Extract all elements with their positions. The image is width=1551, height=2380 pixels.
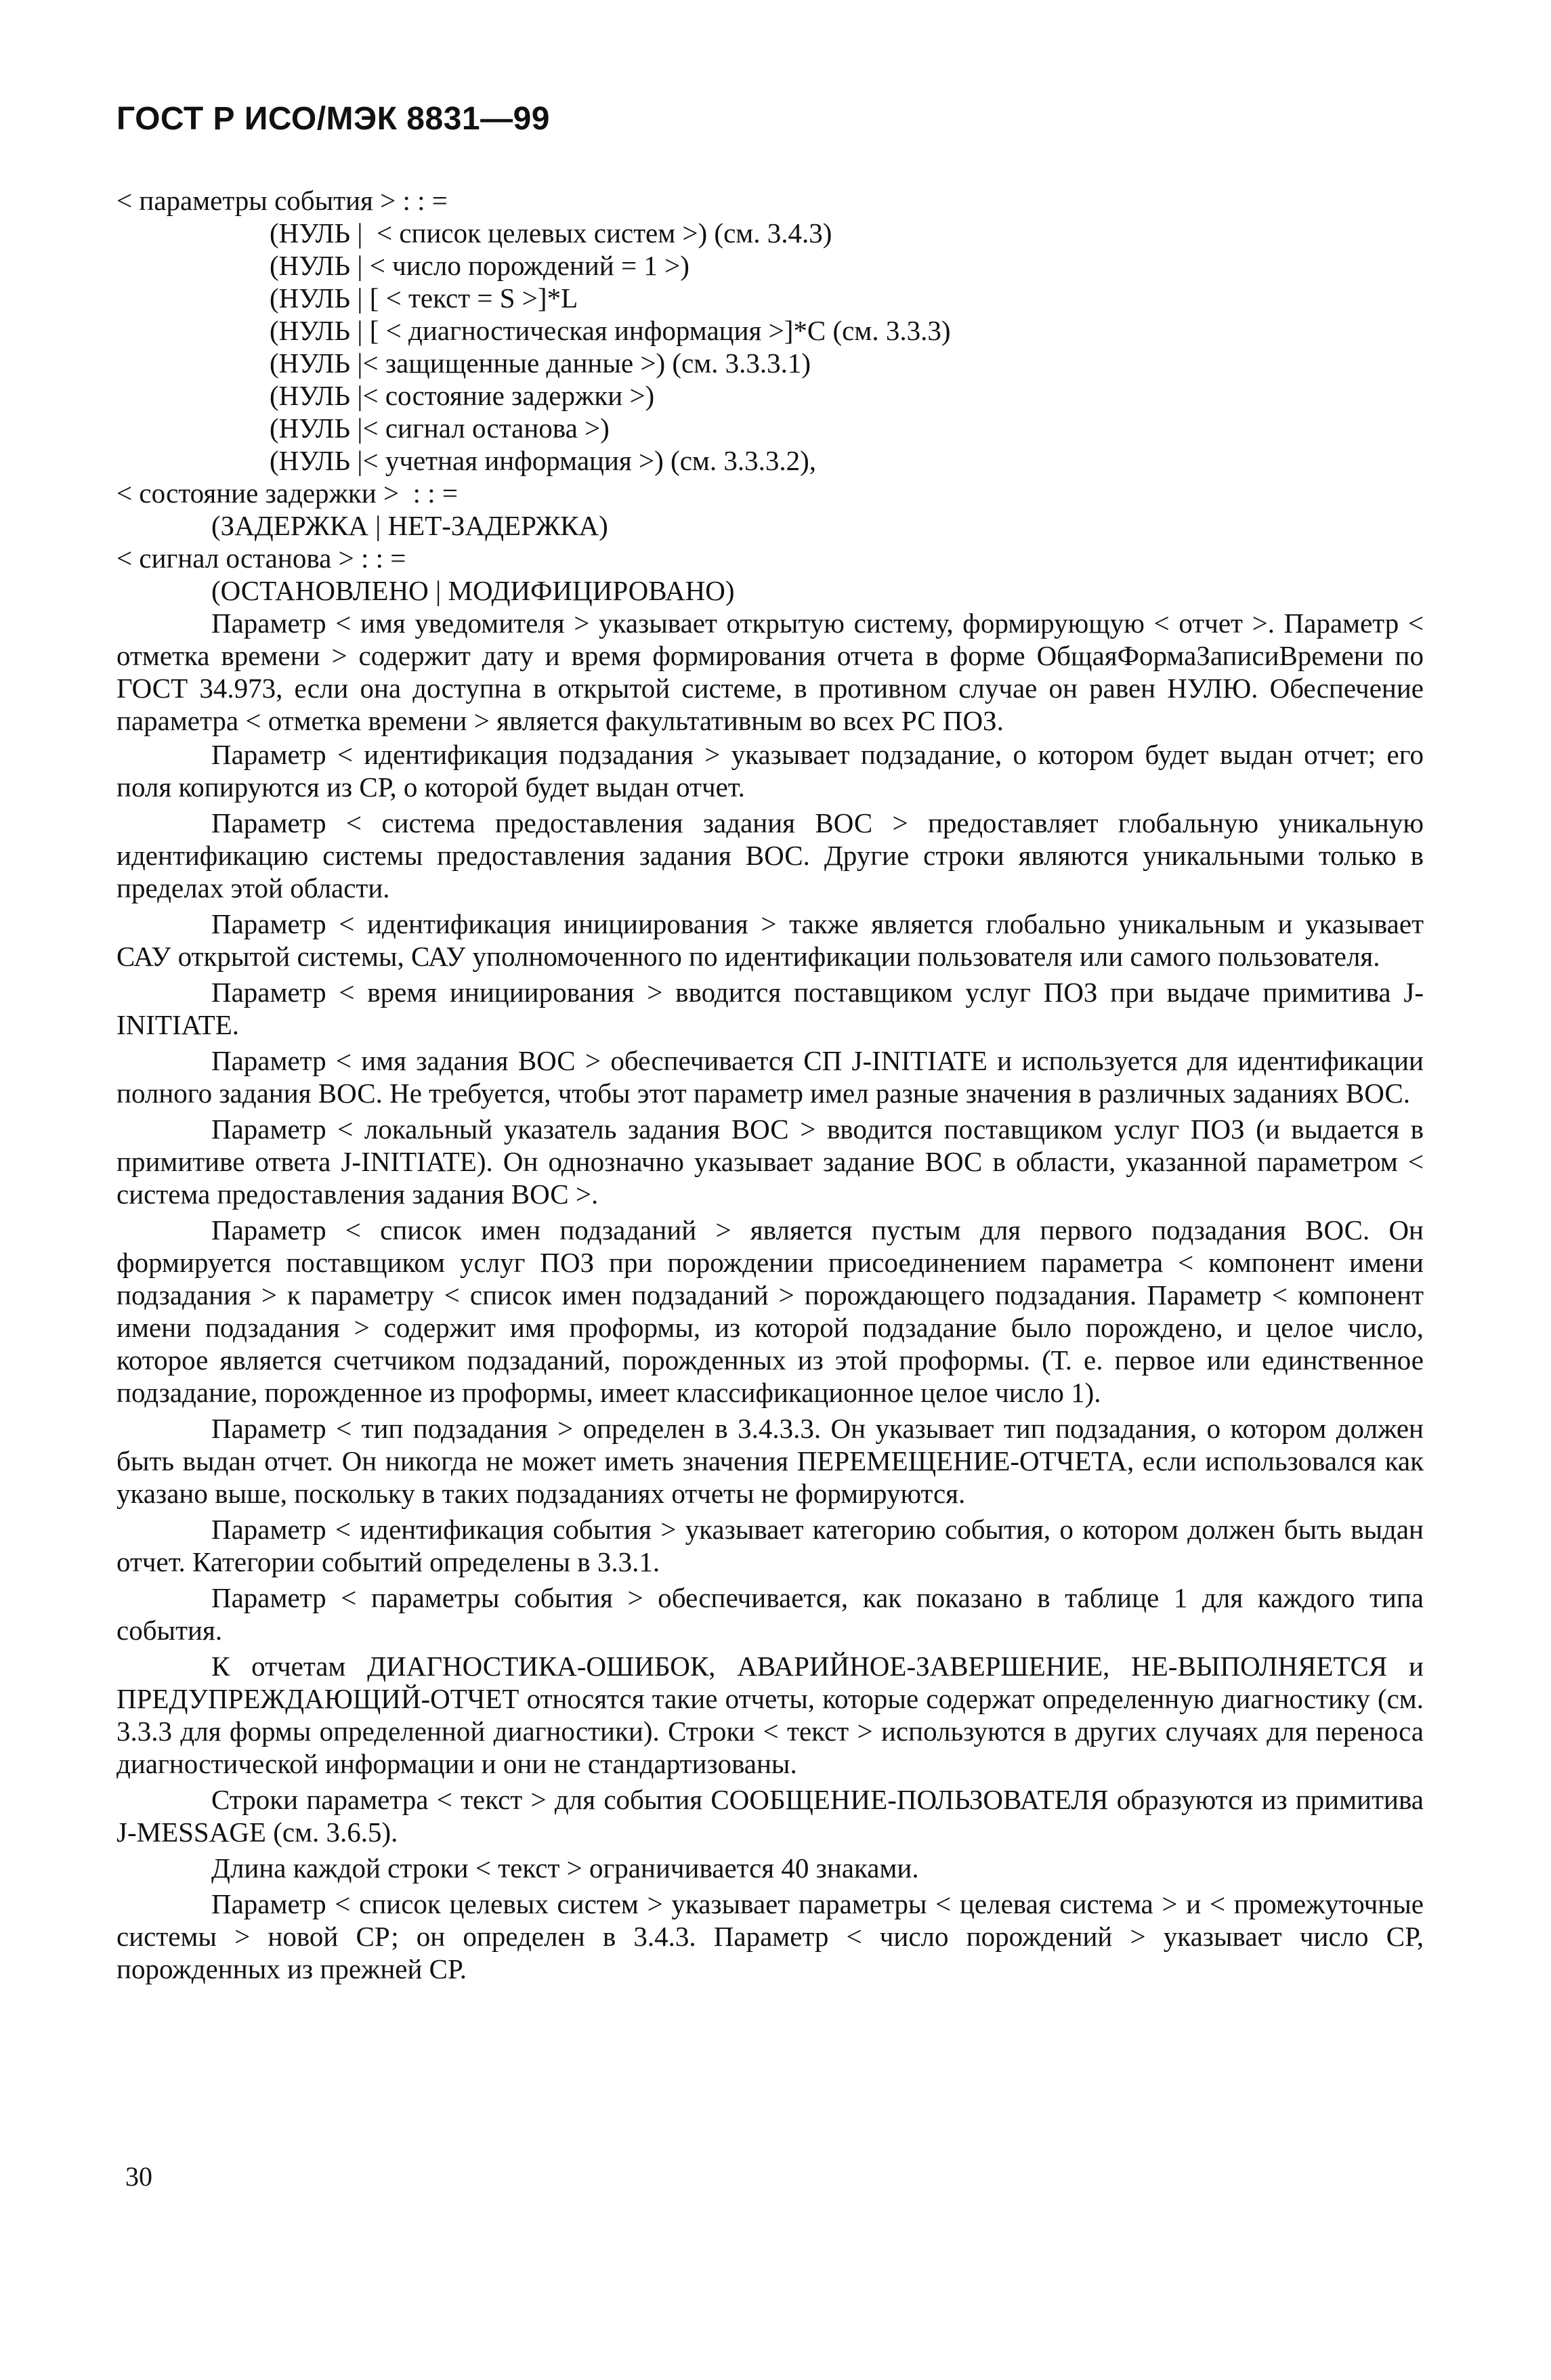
page-number: 30 (125, 2161, 152, 2192)
paragraph: Параметр < идентификация подзадания > указывает подзадание, о котором будет выдан отчет; его поля копируются из СР, о которой будет выдан отчет. (116, 739, 1424, 803)
page-body (116, 184, 1424, 1989)
grammar-line: (НУЛЬ | [ < диагностическая информация >]*С (см. 3.3.3) (270, 315, 951, 346)
paragraph: Параметр < идентификация инициирования > также является глобально уникальным и указывает САУ открытой системы, САУ уполномоченного по идентификации пользователя или самого пользователя. (116, 908, 1424, 972)
grammar-line: (НУЛЬ | < список целевых систем >) (см. 3.4.3) (270, 217, 832, 249)
grammar-line: < сигнал останова > : : = (116, 543, 406, 574)
paragraph: Параметр < параметры события > обеспечивается, как показано в таблице 1 для каждого типа события. (116, 1582, 1424, 1646)
grammar-line: (НУЛЬ |< состояние задержки >) (270, 380, 655, 411)
grammar-line: < параметры события > : : = (116, 185, 448, 216)
paragraph: Длина каждой строки < текст > ограничивается 40 знаками. (211, 1852, 919, 1884)
paragraph: Параметр < список целевых систем > указывает параметры < целевая система > и < промежуточные системы > новой СР; он определен в 3.4.3. Параметр < число порождений > указывает число СР, порожденных из прежней СР. (116, 1888, 1424, 1984)
paragraph: Параметр < идентификация события > указывает категорию события, о котором должен быть выдан отчет. Категории событий определены в 3.3.1. (116, 1514, 1424, 1577)
document-header: ГОСТ Р ИСО/МЭК 8831—99 (116, 101, 550, 137)
paragraph: К отчетам ДИАГНОСТИКА-ОШИБОК, АВАРИЙНОЕ-ЗАВЕРШЕНИЕ, НЕ-ВЫПОЛНЯЕТСЯ и ПРЕДУПРЕЖДАЮЩИЙ-ОТЧЕТ относятся такие отчеты, которые содержат определенную диагностику (см. 3.3.3 для формы определенной диагностики). Строки < текст > используются в других случаях для переноса диагностической информации и они не стандартизованы. (116, 1651, 1424, 1779)
grammar-block (116, 184, 1424, 607)
paragraph: Параметр < имя уведомителя > указывает открытую систему, формирующую < отчет >. Параметр < отметка времени > содержит дату и время формирования отчета в форме ОбщаяФормаЗаписиВремени по ГОСТ 34.973, если она доступна в открытой системе, в противном случае он равен НУЛЮ. Обеспечение параметра < отметка времени > является факультативным во всех РС ПОЗ. (116, 608, 1424, 736)
grammar-line: (НУЛЬ |< защищенные данные >) (см. 3.3.3.1) (270, 347, 811, 379)
paragraph: Параметр < система предоставления задания ВОС > предоставляет глобальную уникальную идентификацию системы предоставления задания ВОС. Другие строки являются уникальными только в пределах этой области. (116, 807, 1424, 904)
grammar-line: < состояние задержки > : : = (116, 477, 458, 509)
grammar-line: (НУЛЬ | [ < текст = S >]*L (270, 282, 578, 314)
grammar-line: (ОСТАНОВЛЕНО | МОДИФИЦИРОВАНО) (211, 575, 735, 606)
paragraph: Параметр < время инициирования > вводится поставщиком услуг ПОЗ при выдаче примитива J-INITIATE. (116, 977, 1424, 1040)
grammar-line: (НУЛЬ |< сигнал останова >) (270, 412, 610, 444)
paragraph: Параметр < список имен подзаданий > является пустым для первого подзадания ВОС. Он формируется поставщиком услуг ПОЗ при порождении присоединением параметра < компонент имени подзадания > к параметру < список имен подзаданий > порождающего подзадания. Параметр < компонент имени подзадания > содержит имя проформы, из которой подзадание было порождено, и целое число, которое является счетчиком подзаданий, порожденных из этой проформы. (Т. е. первое или единственное подзадание, порожденное из проформы, имеет классификационное целое число 1). (116, 1214, 1424, 1408)
paragraph: Строки параметра < текст > для события СООБЩЕНИЕ-ПОЛЬЗОВАТЕЛЯ образуются из примитива J-MESSAGE (см. 3.6.5). (116, 1784, 1424, 1848)
grammar-line: (ЗАДЕРЖКА | НЕТ-ЗАДЕРЖКА) (211, 510, 608, 541)
paragraph: Параметр < тип подзадания > определен в 3.4.3.3. Он указывает тип подзадания, о котором должен быть выдан отчет. Он никогда не может иметь значения ПЕРЕМЕЩЕНИЕ-ОТЧЕТА, если использовался как указано выше, поскольку в таких подзаданиях отчеты не формируются. (116, 1413, 1424, 1509)
body-text (116, 607, 1424, 1985)
grammar-line: (НУЛЬ | < число порождений = 1 >) (270, 250, 689, 281)
paragraph: Параметр < имя задания ВОС > обеспечивается СП J-INITIATE и используется для идентификации полного задания ВОС. Не требуется, чтобы этот параметр имел разные значения в различных заданиях ВОС. (116, 1045, 1424, 1109)
grammar-line: (НУЛЬ |< учетная информация >) (см. 3.3.3.2), (270, 445, 816, 476)
paragraph: Параметр < локальный указатель задания ВОС > вводится поставщиком услуг ПОЗ (и выдается в примитиве ответа J-INITIATE). Он однозначно указывает задание ВОС в области, указанной параметром < система предоставления задания ВОС >. (116, 1113, 1424, 1210)
